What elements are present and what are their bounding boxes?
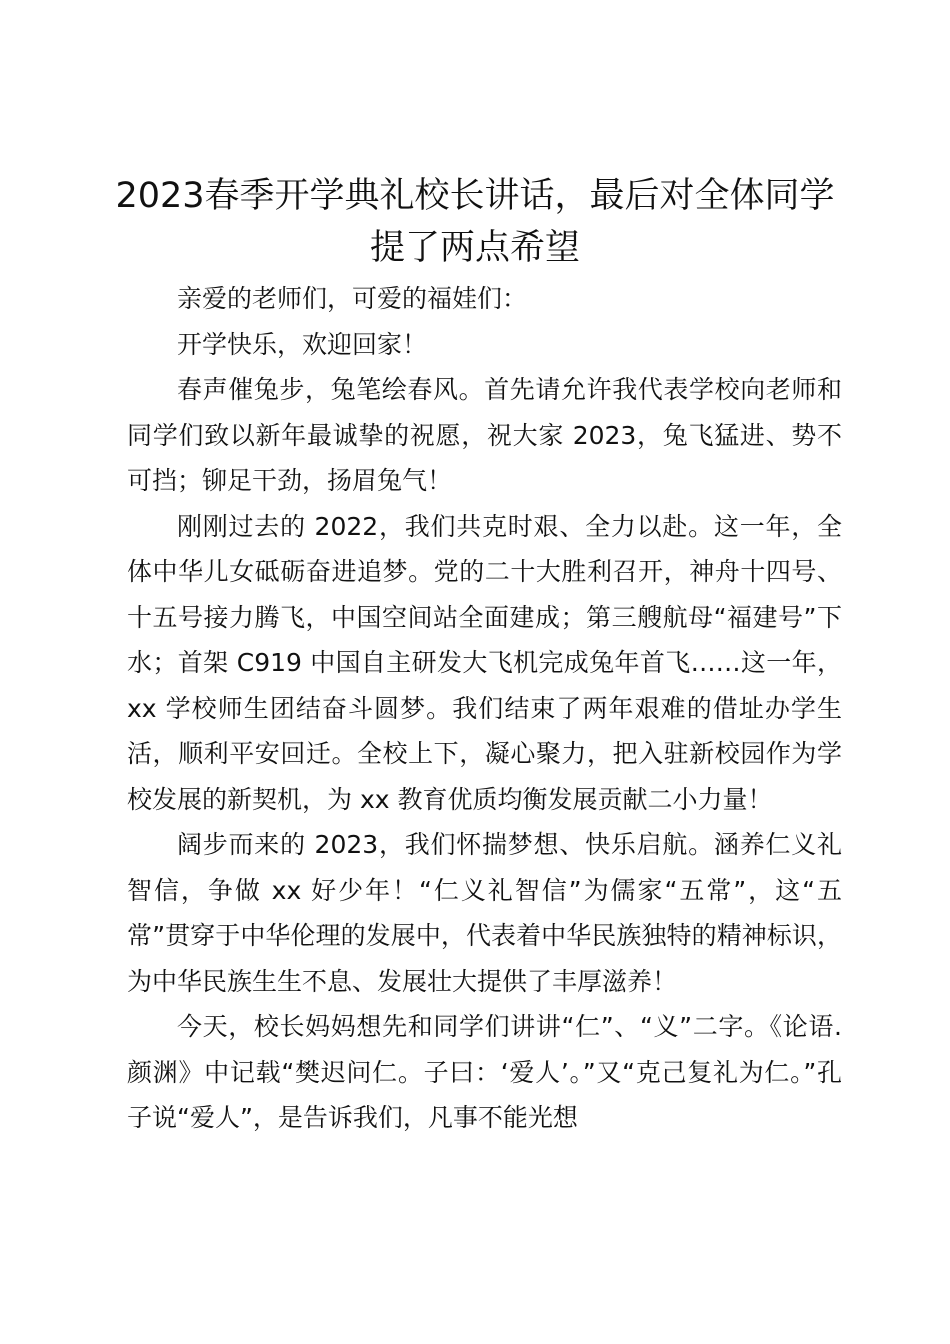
paragraph-outlook-2023: 阔步而来的 2023，我们怀揣梦想、快乐启航。涵养仁义礼智信，争做 xx 好少年！“仁义礼智信”为儒家“五常”，这“五常”贯穿于中华伦理的发展中，代表着中华民族独特的精神标识，为中华民族生生不息、发展壮大提供了丰厚滋养！ (127, 830, 842, 996)
paragraph-greeting: 开学快乐，欢迎回家！ (177, 329, 428, 359)
paragraph-ren-yi: 今天，校长妈妈想先和同学们讲讲“仁”、“义”二字。《论语.颜渊》中记载“樊迟问仁。子曰：‘爱人’。”又“克己复礼为仁。”孔子说“爱人”，是告诉我们，凡事不能光想 (127, 1012, 842, 1132)
paragraph-salutation: 亲爱的老师们，可爱的福娃们： (177, 284, 528, 313)
paragraph-review-2022: 刚刚过去的 2022，我们共克时艰、全力以赴。这一年，全体中华儿女砥砺奋进追梦。党的二十大胜利召开，神舟十四号、十五号接力腾飞，中国空间站全面建成；第三艘航母“福建号”下水；首架 C919 中国自主研发大飞机完成兔年首飞……这一年，xx 学校师生团结奋斗圆梦。我们结束了两年艰难的借址办学生活，顺利平安回迁。全校上下，凝心聚力，把入驻新校园作为学校发展的新契机，为 xx 教育优质均衡发展贡献二小力量！ (127, 511, 842, 814)
document-title: 2023春季开学典礼校长讲话，最后对全体同学提了两点希望 (115, 176, 835, 268)
paragraph-new-year-wishes: 春声催兔步，兔笔绘春风。首先请允许我代表学校向老师和同学们致以新年最诚挚的祝愿，祝大家 2023，兔飞猛进、势不可挡；铆足干劲，扬眉兔气！ (127, 375, 842, 495)
document-body (127, 276, 842, 1141)
